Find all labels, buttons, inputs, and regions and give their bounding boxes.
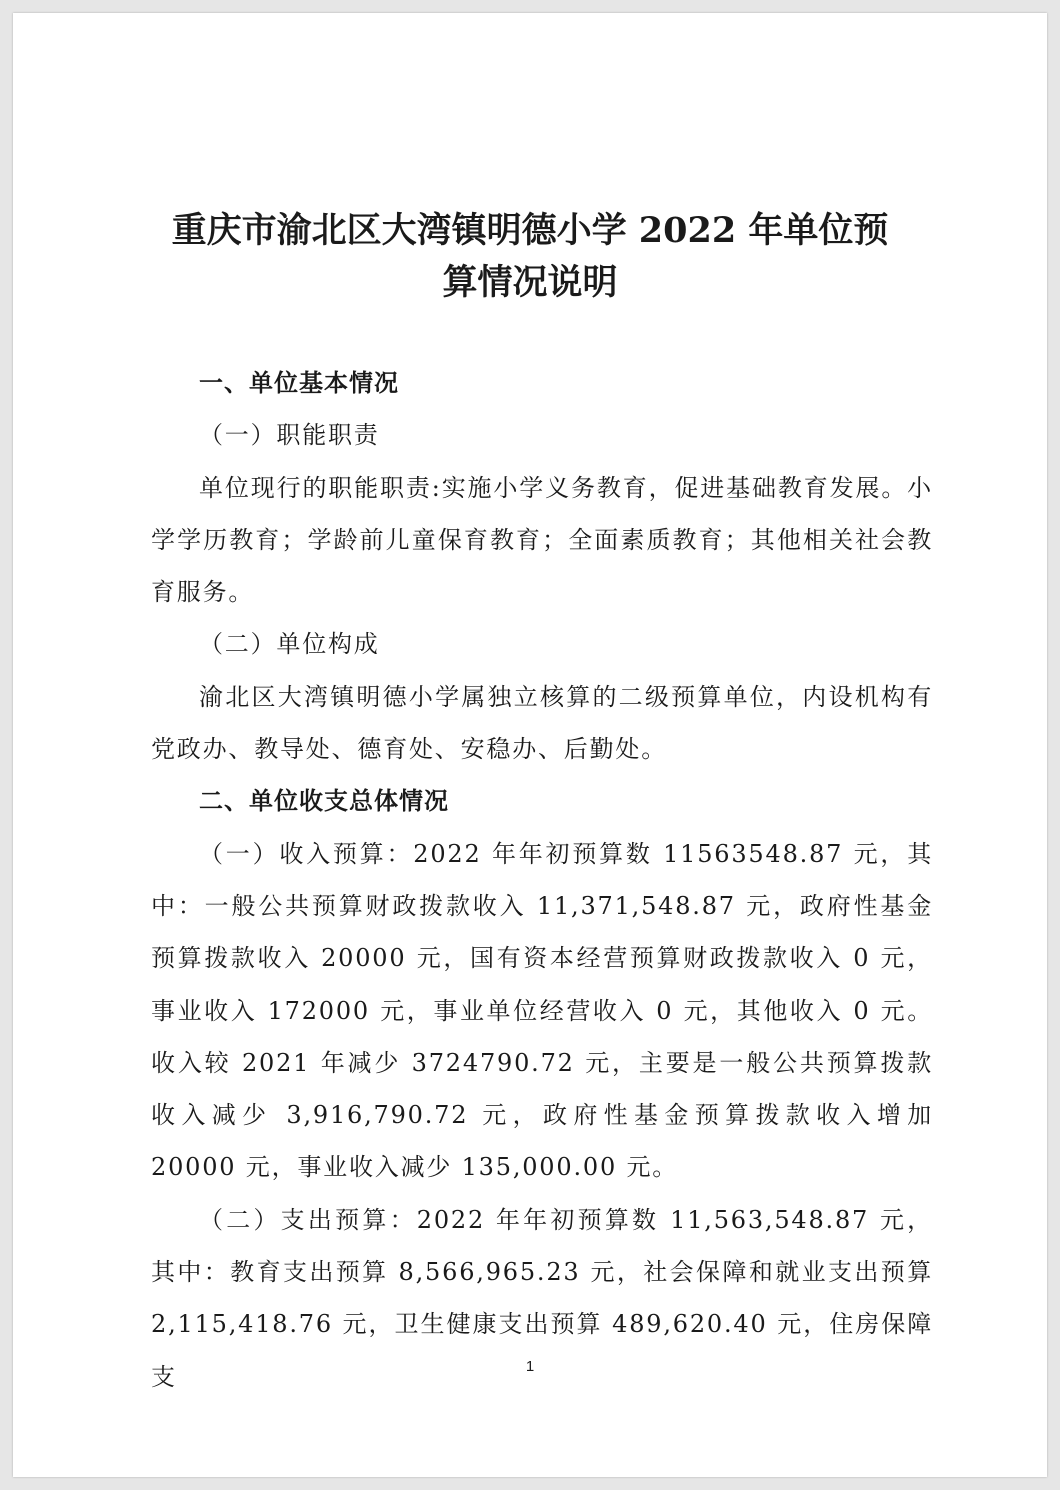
page-number: 1 (525, 1358, 535, 1375)
document-page (13, 13, 1047, 1477)
paragraph-composition: 渝北区大湾镇明德小学属独立核算的二级预算单位，内设机构有党政办、教导处、德育处、安稳办、后勤处。 (151, 682, 933, 764)
document-body (151, 357, 933, 1403)
subheading-duties: （一）职能职责 (199, 421, 380, 450)
title-line-1: 重庆市渝北区大湾镇明德小学 2022 年单位预 (171, 210, 889, 251)
paragraph-expenditure-budget: （二）支出预算：2022 年年初预算数 11,563,548.87 元，其中：教育支出预算 8,566,965.23 元，社会保障和就业支出预算 2,115,418.76 元，卫生健康支出预算 489,620.40 元，住房保障支 (151, 1205, 933, 1391)
paragraph-duties: 单位现行的职能职责:实施小学义务教育，促进基础教育发展。小学学历教育；学龄前儿童保育教育；全面素质教育；其他相关社会教育服务。 (151, 473, 933, 607)
paragraph-income-budget: （一）收入预算：2022 年年初预算数 11563548.87 元，其中：一般公共预算财政拨款收入 11,371,548.87 元，政府性基金预算拨款收入 20000 元，国有资本经营预算财政拨款收入 0 元，事业收入 172000 元，事业单位经营收入 0 元，其他收入 0 元。收入较 2021 年减少 3724790.72 元，主要是一般公共预算拨款收入减少 3,916,790.72 元，政府性基金预算拨款收入增加 20000 元，事业收入减少 135,000.00 元。 (151, 839, 933, 1182)
section-heading-budget-overview: 二、单位收支总体情况 (199, 786, 449, 816)
document-title (73, 205, 987, 309)
section-heading-basic-info: 一、单位基本情况 (199, 368, 399, 397)
title-line-2: 算情况说明 (442, 262, 618, 303)
subheading-composition: （二）单位构成 (199, 630, 380, 659)
